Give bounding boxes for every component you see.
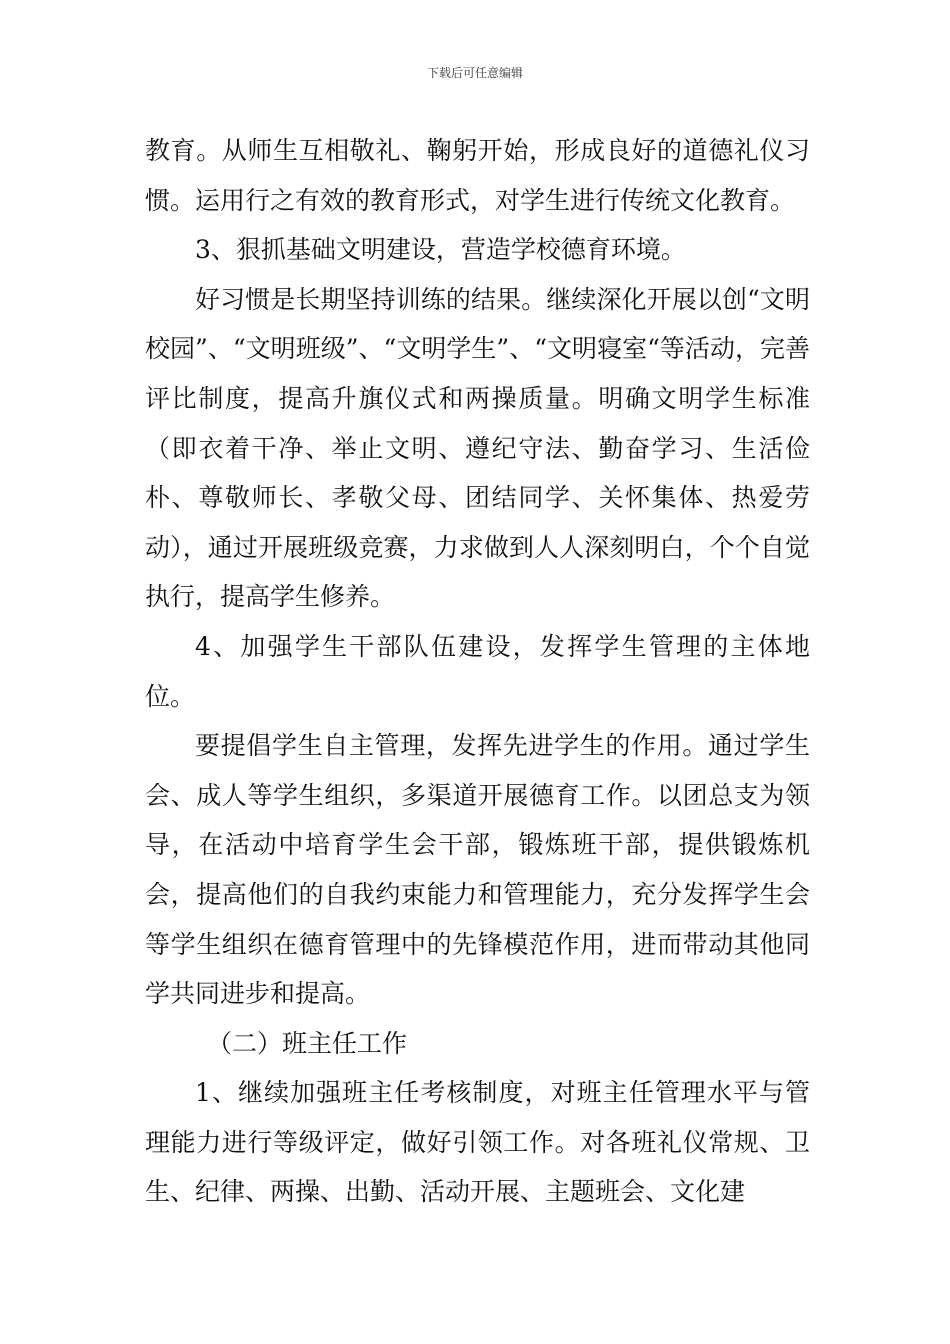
paragraph-5: 要提倡学生自主管理，发挥先进学生的作用。通过学生会、成人等学生组织，多渠道开展德育工作。以团总支为领导，在活动中培育学生会干部，锻炼班干部，提供锻炼机会，提高他们的自我约束能力和管理能力，充分发挥学生会等学生组织在德育管理中的先锋模范作用，进而带动其他同学共同进步和提高。 bbox=[145, 731, 810, 1009]
paragraph-2-heading: 3、狠抓基础文明建设，营造学校德育环境。 bbox=[195, 235, 686, 265]
page-header: 下载后可任意编辑 bbox=[426, 66, 523, 80]
paragraph-1: 教育。从师生互相敬礼、鞠躬开始，形成良好的道德礼仪习惯。运用行之有效的教育形式，对学生进行传统文化教育。 bbox=[145, 136, 810, 215]
document-body bbox=[145, 126, 810, 1217]
paragraph-3: 好习惯是长期坚持训练的结果。继续深化开展以创“文明校园”、“文明班级”、“文明学生”、“文明寝室“等活动，完善评比制度，提高升旗仪式和两操质量。明确文明学生标准（即衣着干净、举止文明、遵纪守法、勤奋学习、生活俭朴、尊敬师长、孝敬父母、团结同学、关怀集体、热爱劳动），通过开展班级竞赛，力求做到人人深刻明白，个个自觉执行，提高学生修养。 bbox=[145, 284, 810, 612]
paragraph-4-heading: 4、加强学生干部队伍建设，发挥学生管理的主体地位。 bbox=[145, 631, 810, 711]
paragraph-7: 1、继续加强班主任考核制度，对班主任管理水平与管理能力进行等级评定，做好引领工作。对各班礼仪常规、卫生、纪律、两操、出勤、活动开展、主题班会、文化建 bbox=[145, 1078, 810, 1207]
section-heading: （二）班主任工作 bbox=[207, 1028, 408, 1058]
